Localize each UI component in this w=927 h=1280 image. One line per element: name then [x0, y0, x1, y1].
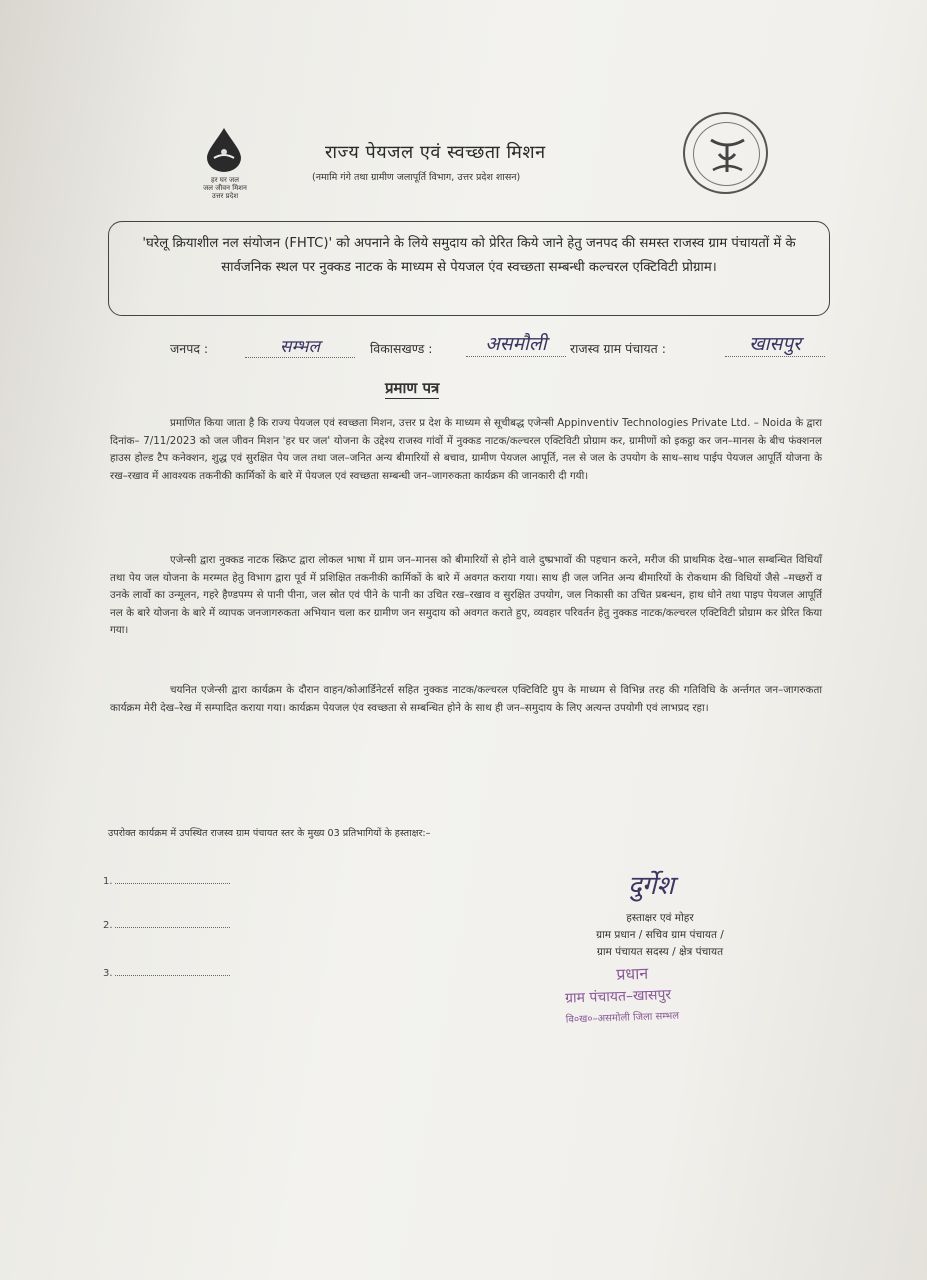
mission-subtitle: (नमामि गंगे तथा ग्रामीण जलापूर्ति विभाग, उत्तर प्रदेश शासन) — [312, 172, 521, 183]
participants-signature-intro: उपरोक्त कार्यक्रम में उपस्थित राजस्व ग्राम पंचायत स्तर के मुख्य 03 प्रतिभागियों के हस्ताक्षर:– — [108, 828, 431, 839]
stamp-location: वि०ख०–असमोली जिला सम्भल — [565, 1010, 680, 1026]
paragraph-2-text: एजेन्सी द्वारा नुक्कड नाटक स्क्रिप्ट द्वारा लोकल भाषा में ग्राम जन–मानस को बीमारियों से होने वाले दुष्प्रभावों की पहचान करने, मरीज की प्राथमिक देख–भाल सम्बन्धित विधियाँ तथा पेय जल योजना के मरम्मत हेतु विभाग द्वारा पूर्व में प्रशिक्षित तकनीकी कार्मिकों के बारे में अवगत कराया गया। साथ ही जल जनित अन्य बीमारियों के रोकथाम की विधियों जैसे –मच्छरों व उनके लार्वो का उन्मूलन, गहरे हैण्डपम्प से पानी पीना, जल स्रोत एवं पीने के पानी का उचित रख–रखाव व सुरक्षित उपयोग, जल निकासी का उचित प्रबन्धन, हाथ धोने तथा पाइप पेयजल आपूर्ति नल के बारे योजना के बारे में व्यापक जनजागरुकता अभियान चला कर ग्रामीण जन समुदाय को अवगत कराते हुए, व्यवहार परिवर्तन हेतु नुक्कड नाटक/कल्चरल एक्टिविटी प्रोग्राम कर प्रेरित किया गया। — [110, 554, 822, 636]
paragraph-1-text: प्रमाणित किया जाता है कि राज्य पेयजल एवं स्वच्छता मिशन, उत्तर प्र देश के माध्यम से सूचीबद्ध एजेन्सी Appinventiv Technologies Private Ltd. – Noida के द्वारा दिनांक– 7/11/2023 को जल जीवन मिशन 'हर घर जल' योजना के उद्देश्य राजस्व गांवों में नुक्कड नाटक/कल्चरल एक्टिविटी प्रोग्राम कर, ग्रामीणों को इकट्ठा कर जन–मानस के बीच फंक्शनल हाउस होल्ड टैप कनेक्शन, शुद्ध एवं सुरक्षित पेय जल तथा जल–जनित अन्य बीमारियों से बचाव, ग्रामीण पेयजल आपूर्ति, नल से जल के उपयोग के साथ–साथ पाईप पेयजल आपूर्ति योजना के रख–रखाव में आवश्यक तकनीकी कार्मिकों के बारे में पेयजल एवं स्वच्छता सम्बन्धी जन–जागरुकता कार्यक्रम की जानकारी दी गयी। — [110, 417, 822, 482]
certificate-paragraph-2 — [110, 552, 822, 640]
signature-line-1: 1. — [103, 876, 230, 887]
water-drop-icon — [205, 128, 243, 172]
certificate-paragraph-3 — [110, 682, 822, 717]
vikaskhand-value: असमौली — [466, 330, 566, 357]
handwritten-signature: दुर्गेश — [628, 871, 675, 901]
stamp-title: प्रधान — [615, 963, 649, 984]
vikaskhand-label: विकासखण्ड : — [370, 341, 433, 356]
jal-jeevan-mission-logo — [185, 128, 265, 203]
pradhan-stamp — [564, 958, 776, 1031]
signature-designation-block — [560, 910, 760, 961]
sign-caption: हस्ताक्षर एवं मोहर — [626, 912, 694, 924]
sign-role-line-1: ग्राम प्रधान / सचिव ग्राम पंचायत / — [596, 929, 724, 941]
signature-line-3: 3. — [103, 968, 230, 979]
logo-caption-1: हर घर जल — [211, 176, 239, 184]
programme-heading-box: 'घरेलू क्रियाशील नल संयोजन (FHTC)' को अपनाने के लिये समुदाय को प्रेरित किये जाने हेतु जनपद की समस्त राजस्व ग्राम पंचायतों में के सार्वजनिक स्थल पर नुक्कड नाटक के माध्यम से पेयजल एंव स्वच्छता सम्बन्धी कल्चरल एक्टिविटी प्रोग्राम। — [108, 221, 830, 316]
gram-panchayat-value: खासपुर — [725, 330, 825, 357]
stamp-panchayat: ग्राम पंचायत–खासपुर — [564, 986, 672, 1007]
emblem-icon — [705, 132, 750, 178]
logo-caption-3: उत्तर प्रदेश — [211, 192, 239, 200]
certificate-title: प्रमाण पत्र — [385, 379, 440, 397]
janpad-value: सम्भल — [245, 334, 355, 358]
uttar-pradesh-seal — [683, 112, 768, 194]
logo-caption-2: जल जीवन मिशन — [203, 184, 247, 192]
certificate-paragraph-1 — [110, 415, 822, 485]
mission-title: राज्य पेयजल एवं स्वच्छता मिशन — [325, 142, 546, 163]
gram-panchayat-label: राजस्व ग्राम पंचायत : — [570, 341, 666, 356]
janpad-label: जनपद : — [170, 341, 209, 356]
sign-role-line-2: ग्राम पंचायत सदस्य / क्षेत्र पंचायत — [596, 946, 724, 958]
paragraph-3-text: चयनित एजेन्सी द्वारा कार्यक्रम के दौरान वाहन/कोआर्डिनेटर्स सहित नुक्कड नाटक/कल्चरल एक्टिविटि ग्रुप के माध्यम से विभिन्न तरह की गतिविधि के अर्न्तगत जन–जागरुकता कार्यक्रम मेरी देख–रेख में सम्पादित कराया गया। कार्यक्रम पेयजल एंव स्वच्छता से सम्बन्धित होने के साथ ही जन–समुदाय के लिए अत्यन्त उपयोगी एवं लाभप्रद रहा। — [110, 684, 822, 714]
signature-line-2: 2. — [103, 920, 230, 931]
